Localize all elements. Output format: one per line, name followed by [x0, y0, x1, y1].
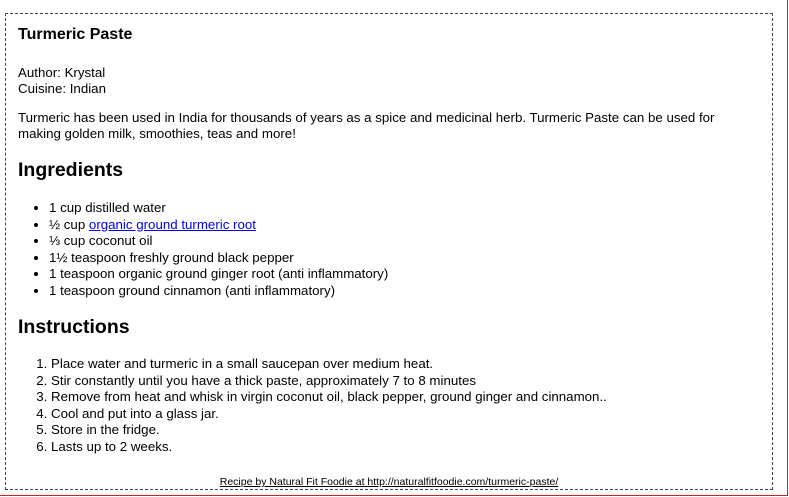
- ingredient-item: [49, 217, 760, 234]
- ingredients-heading: Ingredients: [18, 159, 124, 181]
- instruction-step: 1. Place water and turmeric in a small saucepan over medium heat.: [51, 356, 760, 373]
- instruction-step: 2. Stir constantly until you have a thick paste, approximately 7 to 8 minutes: [51, 373, 760, 390]
- ingredient-text: 1 teaspoon organic ground ginger root (anti inflammatory): [49, 266, 389, 281]
- ingredient-item: [49, 233, 760, 250]
- ingredients-list: [18, 200, 760, 299]
- instructions-list: [18, 356, 760, 455]
- ingredient-prefix: ½ cup: [49, 216, 89, 232]
- recipe-card: [5, 13, 773, 490]
- ingredient-item: [49, 200, 760, 217]
- cuisine-line: Cuisine: Indian: [18, 81, 106, 96]
- ingredient-item: [49, 250, 760, 267]
- ingredient-text: 1½ teaspoon freshly ground black pepper: [49, 249, 294, 265]
- author-line: Author: Krystal: [18, 65, 106, 80]
- ingredient-text: 1 cup distilled water: [49, 200, 166, 215]
- instructions-heading: Instructions: [18, 316, 130, 338]
- instruction-step: 6. Lasts up to 2 weeks.: [51, 439, 760, 456]
- recipe-meta: [18, 65, 760, 97]
- instruction-step: 5. Store in the fridge.: [51, 422, 760, 439]
- instruction-step: 4. Cool and put into a glass jar.: [51, 406, 760, 423]
- turmeric-root-link[interactable]: organic ground turmeric root: [88, 216, 256, 232]
- ingredient-text: 1 teaspoon ground cinnamon (anti inflammatory): [49, 282, 336, 298]
- ingredient-item: [49, 266, 760, 283]
- ingredient-item: [49, 283, 760, 300]
- recipe-description: Turmeric has been used in India for thousands of years as a spice and medicinal herb. Turmeric Paste can be used for making golden milk, smoothies, teas and more!: [18, 110, 715, 141]
- recipe-title: Turmeric Paste: [18, 26, 133, 43]
- instruction-step: 3. Remove from heat and whisk in virgin coconut oil, black pepper, ground ginger and cinnamon..: [51, 389, 760, 406]
- ingredient-text: ⅓ cup coconut oil: [49, 233, 153, 248]
- recipe-credit: Recipe by Natural Fit Foodie at http://naturalfitfoodie.com/turmeric-paste/: [219, 476, 559, 488]
